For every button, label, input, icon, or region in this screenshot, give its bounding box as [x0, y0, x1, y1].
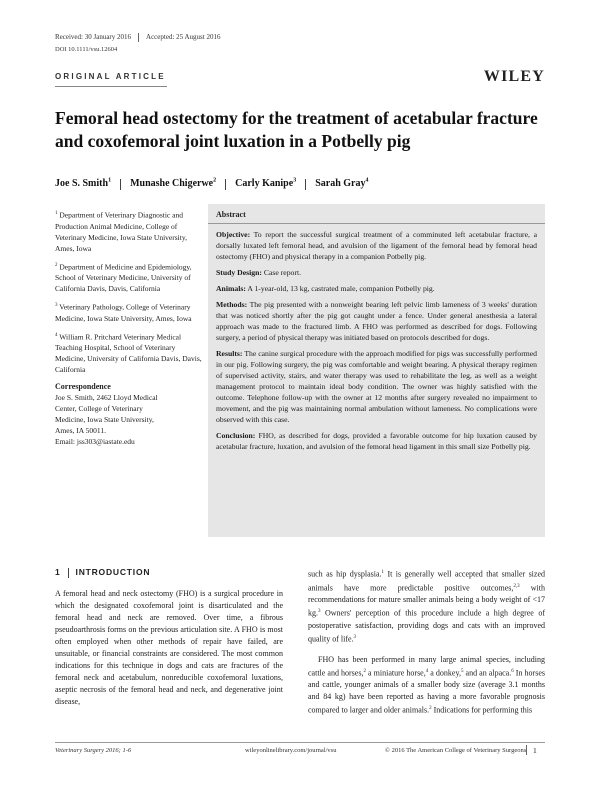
abstract-conclusion: Conclusion: FHO, as described for dogs, provided a favorable outcome for hip luxation caused by acetabular fracture, luxation, and avulsion of the femoral head ligament in this small size Potbelly pig.: [216, 431, 538, 451]
accepted-date: Accepted: 25 August 2016: [146, 33, 221, 42]
author-divider: [225, 179, 226, 190]
author-name[interactable]: Joe S. Smith$^1$: [55, 178, 112, 190]
intro-paragraph: A femoral head and neck ostectomy (FHO) is a surgical procedure in which the designated coxofemoral joint is disarticulated and the femoral head and neck are removed. Over time, a fibrous pseudoarthrosis forms on the previous articulation site. A FHO is most often employed when other methods of repair have failed, are unsuitable, or financial constraints are considered. The most common indications for this technique in dogs and cats are fractures of the femoral neck and acetabulum, nonreducible coxofemoral luxations, aseptic necrosis of the femoral head and neck, and degenerative joint disease,: [55, 589, 283, 706]
article-title: Femoral head ostectomy for the treatment of acetabular fracture and coxofemoral joint luxation in a Potbelly pig: [55, 108, 538, 151]
footer-rule: [55, 742, 545, 743]
affiliation-item: $^3$ Veterinary Pathology, College of Veterinary Medicine, Iowa State University, Ames, Iowa: [55, 302, 192, 323]
citation[interactable]: 4: [425, 668, 429, 674]
footer-journal: Veterinary Surgery 2016; 1-6: [55, 747, 132, 754]
correspondence-line: Center, College of Veterinary: [55, 404, 143, 413]
correspondence-email[interactable]: Email: jss303@iastate.edu: [55, 437, 135, 446]
author-name[interactable]: Carly Kanipe$^3$: [235, 178, 297, 190]
author-divider: [120, 179, 121, 190]
intro-paragraph: such as hip dysplasia.$^1$ It is generally well accepted that smaller sized animals have more predictable positive outcomes,$^{2,3}$ with recommendations for mature smaller animals being a body weight of <17 kg.$^3$ Owners' perception of this procedure include a high degree of postoperative satisfaction, providing dogs and cats with an improved quality of life.$^3$: [308, 569, 546, 644]
abstract-results: Results: The canine surgical procedure with the approach modified for pigs was successfully performed in our pig. Following surgery, the pig was comfortable and weight bearing. A physical therapy regimen of supervised activity, stairs, and water therapy was used to rehabilitate the leg, as well as a weight management protocol to maintain ideal body condition. The owner was highly satisfied with the outcome. Telephone follow-up with the owner at 12 months after surgery revealed no impairment to movement, and the pig was maintaining normal ambulation without lameness. No complications were observed with this case.: [216, 349, 537, 424]
citation[interactable]: 2,3: [513, 583, 520, 589]
header-divider: [138, 33, 139, 42]
author-name[interactable]: Munashe Chigerwe$^2$: [130, 178, 217, 190]
article-type-rule: [55, 86, 167, 87]
affiliation-item: $^4$ William R. Pritchard Veterinary Medical Teaching Hospital, School of Veterinary Medicine, University of California Davis, Davis, California: [55, 332, 202, 374]
affiliation-item: $^2$ Department of Medicine and Epidemiology, School of Veterinary Medicine, University of California Davis, Davis, California: [55, 262, 192, 293]
footer-divider: [526, 745, 527, 755]
author-name[interactable]: Sarah Gray$^4$: [315, 178, 369, 190]
citation[interactable]: 2: [363, 668, 366, 674]
author-list: [55, 178, 368, 190]
citation[interactable]: 6: [511, 668, 514, 674]
citation[interactable]: 3: [318, 609, 321, 615]
page-number: 1: [533, 746, 537, 755]
abstract-rule: [208, 223, 545, 224]
footer-url[interactable]: wileyonlinelibrary.com/journal/vsu: [245, 747, 337, 754]
footer-copyright: © 2016 The American College of Veterinary Surgeons: [385, 747, 527, 754]
citation[interactable]: 5: [460, 668, 464, 674]
correspondence-line: Ames, IA 50011.: [55, 426, 106, 435]
abstract-methods: Methods: The pig presented with a nonweight bearing left pelvic limb lameness of 3 weeks' duration that was noticed shortly after the pig got caught under a fence. Under general anesthesia a lateral approach was made to the fractured limb. A FHO was performed as described for dogs. Following surgery, a period of physical therapy was initiated based on protocols described for dogs.: [216, 300, 537, 342]
author-divider: [305, 179, 306, 190]
body-column-right: [308, 567, 545, 717]
citation[interactable]: 1: [381, 570, 385, 575]
abstract-box: [208, 204, 545, 537]
abstract-study-design: Study Design: Case report.: [216, 268, 302, 277]
affiliation-item: $^1$ Department of Veterinary Diagnostic and Production Animal Medicine, College of Veterinary Medicine, Iowa State University, Ames, Iowa: [55, 210, 187, 253]
correspondence-heading: Correspondence: [55, 382, 111, 391]
section-heading-introduction: 1 INTRODUCTION: [55, 567, 151, 577]
body-column-left: [55, 588, 283, 708]
abstract-animals: Animals: A 1-year-old, 13 kg, castrated male, companion Potbelly pig.: [216, 284, 435, 293]
received-date: Received: 30 January 2016: [55, 33, 132, 42]
abstract-heading: Abstract: [216, 210, 246, 219]
citation[interactable]: 3: [353, 634, 357, 640]
article-type-label: ORIGINAL ARTICLE: [55, 72, 166, 81]
section-heading-divider: [68, 568, 69, 578]
header-dates: [55, 33, 220, 42]
publisher-logo: WILEY: [483, 68, 545, 85]
correspondence-line: Medicine, Iowa State University,: [55, 415, 154, 424]
affiliations: [55, 208, 205, 447]
doi-link[interactable]: DOI 10.1111/vsu.12604: [55, 46, 118, 53]
abstract-objective: Objective: To report the successful surgical treatment of a comminuted left acetabular fracture, a dorsally luxated left femoral head, and avulsion of the ligament of the femoral head by femoral head ostectomy (FHO) and physical therapy in a companion Potbelly pig.: [216, 230, 537, 261]
citation[interactable]: 2: [429, 706, 432, 712]
intro-paragraph: FHO has been performed in many large animal species, including cattle and horses,$^2$ a miniature horse,$^4$ a donkey,$^5$ and an alpaca.$^6$ In horses and cattle, younger animals of a smaller body size (average 3.1 months and 84 kg) have been reported as having a more favorable prognosis compared to larger and older animals.$^2$ Indications for performing this: [308, 654, 545, 715]
correspondence-line: Joe S. Smith, 2462 Lloyd Medical: [55, 393, 158, 402]
